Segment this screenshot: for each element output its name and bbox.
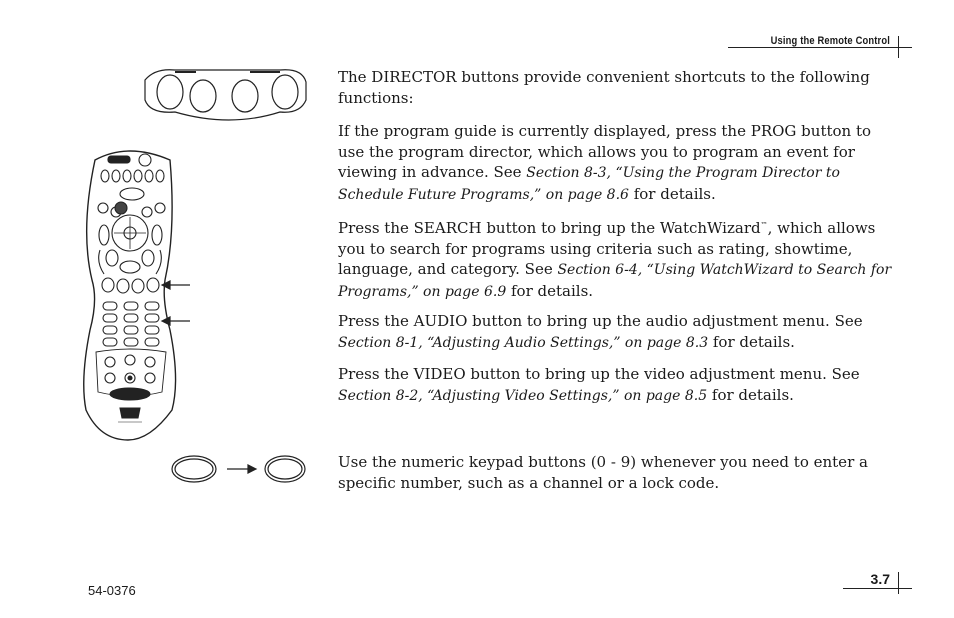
section-reference: Section 6-4, “Using WatchWizard to Search for Programs,” on page 6.9	[338, 262, 892, 300]
footer-rule	[843, 588, 912, 589]
running-header: Using the Remote Control	[770, 35, 890, 47]
document-number: 54-0376	[88, 583, 136, 598]
remote-control-illustration	[84, 151, 176, 440]
prog-button-paragraph: If the program guide is currently displayed, press the PROG button to use the program director, which allows you to program an event for viewing in advance. See Section 8-3, “Using the Program Director to Schedule Future Programs,” on page 8.6 for details.	[338, 122, 872, 203]
director-intro-paragraph: The DIRECTOR buttons provide convenient shortcuts to the following functions:	[338, 68, 870, 107]
footer-tick	[898, 572, 899, 594]
video-button-paragraph: Press the VIDEO button to bring up the video adjustment menu. See Section 8-2, “Adjusting Video Settings,” on page 8.5 for details.	[338, 365, 860, 404]
section-reference: Section 8-3, “Using the Program Director to Schedule Future Programs,” on page 8.6	[338, 165, 840, 203]
search-button-paragraph: Press the SEARCH button to bring up the WatchWizard™, which allows you to search for programs using criteria such as rating, showtime, language, and category. See Section 6-4, “Using WatchWizard to Search for Programs,” on page 6.9 for details.	[338, 219, 892, 300]
pointer-arrow-icon	[162, 281, 190, 325]
numeric-keypad-paragraph: Use the numeric keypad buttons (0 - 9) whenever you need to enter a specific number, such as a channel or a lock code.	[338, 453, 868, 492]
trademark-symbol: ™	[760, 221, 768, 229]
audio-button-paragraph: Press the AUDIO button to bring up the audio adjustment menu. See Section 8-1, “Adjusting Audio Settings,” on page 8.3 for details.	[338, 312, 863, 351]
section-reference: Section 8-1, “Adjusting Audio Settings,” on page 8.3	[338, 334, 709, 351]
page-number: 3.7	[870, 571, 890, 587]
keypad-buttons-illustration	[172, 456, 305, 482]
section-reference: Section 8-2, “Adjusting Video Settings,” on page 8.5	[338, 387, 708, 404]
director-buttons-illustration	[145, 70, 306, 120]
